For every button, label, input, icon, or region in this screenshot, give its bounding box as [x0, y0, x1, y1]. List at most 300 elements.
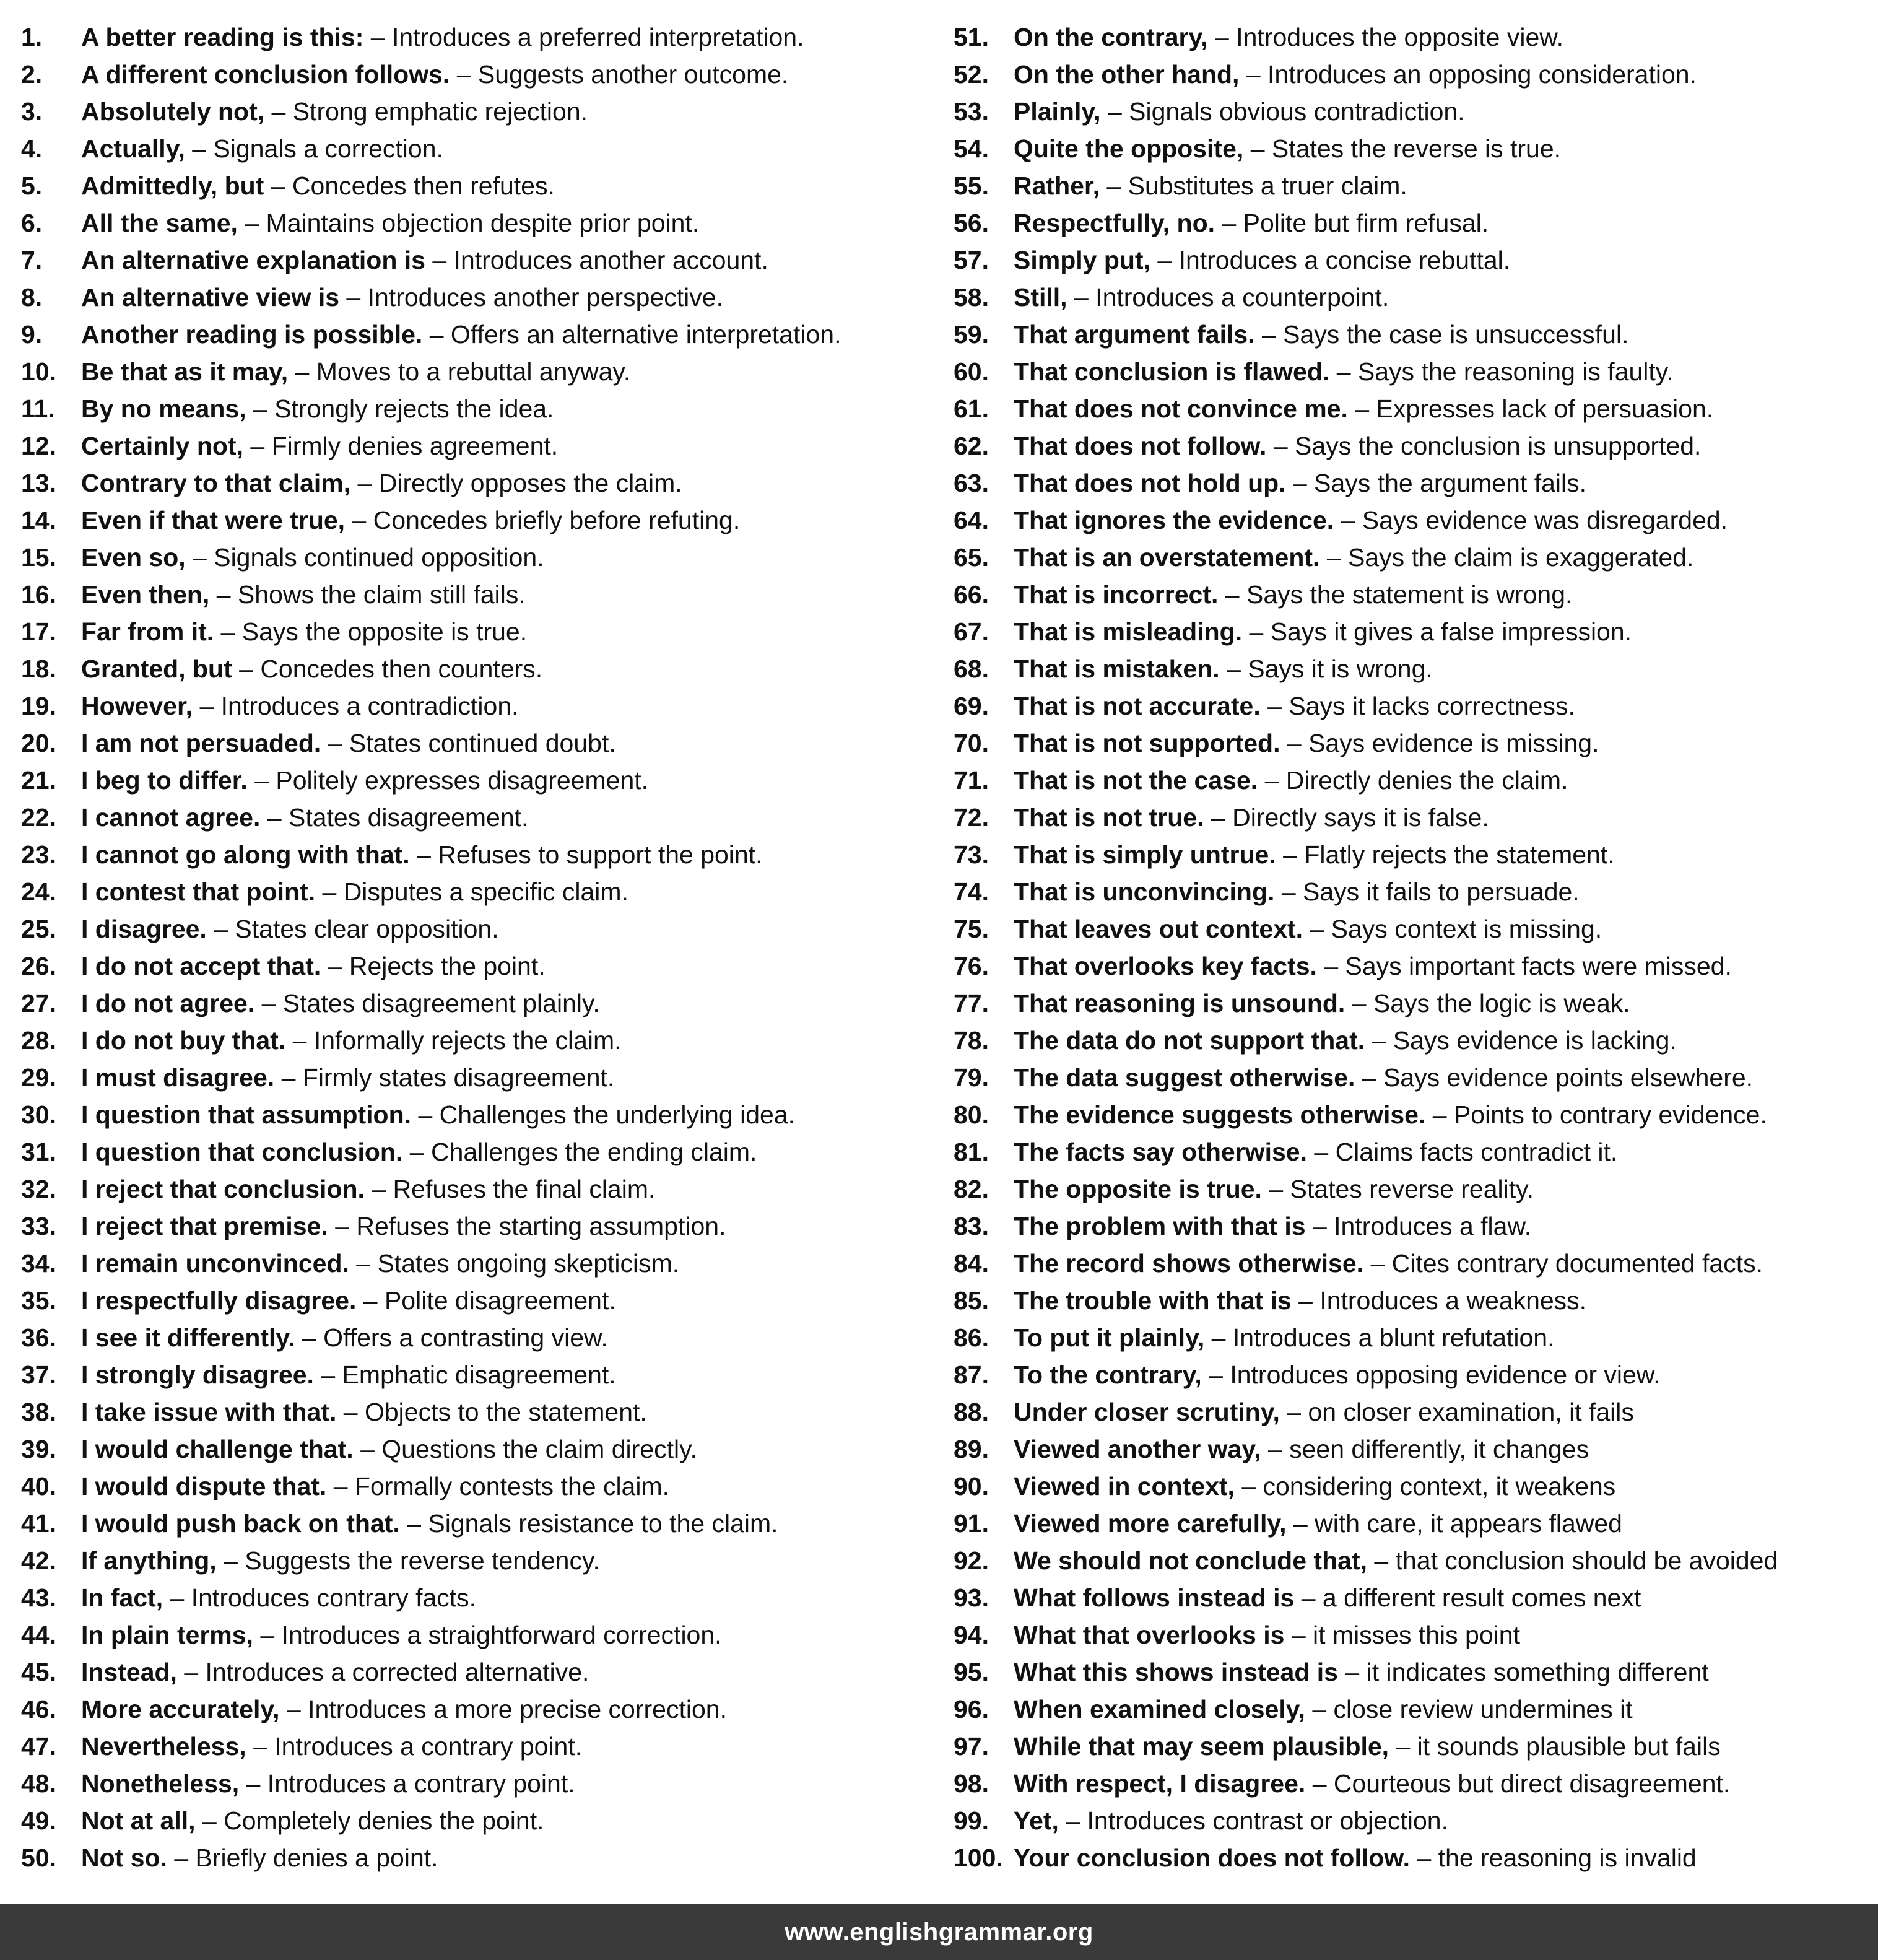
item-body — [81, 1579, 476, 1616]
item-description: – Challenges the underlying idea. — [418, 1100, 796, 1129]
item-phrase: Viewed another way, — [1014, 1435, 1261, 1463]
list-item — [954, 1765, 1878, 1802]
footer-bar — [0, 1904, 1878, 1960]
item-number: 62. — [954, 432, 989, 460]
item-number: 43. — [21, 1583, 56, 1612]
item-description: – Polite disagreement. — [363, 1286, 616, 1315]
item-phrase: I see it differently. — [81, 1323, 295, 1352]
item-description: – the reasoning is invalid — [1417, 1844, 1697, 1872]
item-description: – Says evidence points elsewhere. — [1362, 1063, 1754, 1092]
list-item — [21, 1245, 950, 1282]
item-description: – on closer examination, it fails — [1287, 1398, 1634, 1426]
list-item — [21, 353, 950, 390]
item-description: – Introduces a flaw. — [1312, 1212, 1532, 1240]
item-body — [1014, 1765, 1730, 1802]
item-number: 64. — [954, 506, 989, 534]
list-item — [21, 539, 950, 576]
item-phrase: Not so. — [81, 1844, 167, 1872]
list-item — [21, 1393, 950, 1431]
list-item — [954, 1728, 1878, 1765]
item-phrase: The facts say otherwise. — [1014, 1138, 1307, 1166]
item-number: 60. — [954, 357, 989, 386]
list-item — [954, 1542, 1878, 1579]
item-phrase: What that overlooks is — [1014, 1621, 1285, 1649]
item-phrase: Admittedly, but — [81, 172, 264, 200]
item-description: – States clear opposition. — [214, 915, 499, 943]
item-phrase: A better reading is this: — [81, 23, 364, 51]
item-body — [81, 1282, 616, 1319]
item-number: 9. — [21, 320, 43, 349]
item-body — [81, 1728, 582, 1765]
item-description: – Expresses lack of persuasion. — [1355, 394, 1714, 423]
item-number: 67. — [954, 617, 989, 646]
item-description: – Says evidence is lacking. — [1372, 1026, 1677, 1055]
item-number: 21. — [21, 766, 56, 795]
item-body — [1014, 1133, 1617, 1170]
list-item — [21, 316, 950, 353]
list-item — [21, 427, 950, 464]
list-item — [954, 1096, 1878, 1133]
item-phrase: Plainly, — [1014, 97, 1101, 126]
item-description: – Suggests the reverse tendency. — [224, 1546, 600, 1575]
item-body — [81, 204, 699, 242]
item-phrase: That is simply untrue. — [1014, 840, 1276, 869]
list-item — [21, 687, 950, 725]
item-number: 85. — [954, 1286, 989, 1315]
item-number: 69. — [954, 692, 989, 720]
item-description: – it misses this point — [1291, 1621, 1520, 1649]
item-number: 91. — [954, 1509, 989, 1538]
item-description: – Offers an alternative interpretation. — [429, 320, 841, 349]
item-phrase: Even then, — [81, 580, 210, 609]
list-item — [21, 576, 950, 613]
item-description: – Refuses the starting assumption. — [335, 1212, 726, 1240]
item-number: 10. — [21, 357, 56, 386]
item-phrase: On the other hand, — [1014, 60, 1240, 89]
item-phrase: What follows instead is — [1014, 1583, 1295, 1612]
item-body — [1014, 985, 1630, 1022]
item-description: – seen differently, it changes — [1267, 1435, 1589, 1463]
item-number: 73. — [954, 840, 989, 869]
item-phrase: The opposite is true. — [1014, 1175, 1262, 1203]
item-body — [81, 316, 841, 353]
item-phrase: The record shows otherwise. — [1014, 1249, 1364, 1278]
item-description: – Claims facts contradict it. — [1314, 1138, 1618, 1166]
item-number: 37. — [21, 1361, 56, 1389]
item-body — [1014, 56, 1697, 93]
item-phrase: Viewed in context, — [1014, 1472, 1235, 1500]
item-number: 48. — [21, 1769, 56, 1798]
item-body — [81, 427, 558, 464]
item-body — [1014, 279, 1389, 316]
item-description: – Says the logic is weak. — [1352, 989, 1630, 1017]
item-body — [81, 242, 768, 279]
list-item — [954, 502, 1878, 539]
item-description: – Questions the claim directly. — [360, 1435, 697, 1463]
item-description: – Says the reasoning is faulty. — [1336, 357, 1674, 386]
item-description: – Says it fails to persuade. — [1281, 878, 1580, 906]
list-item — [954, 427, 1878, 464]
item-body — [81, 1356, 616, 1393]
item-number: 17. — [21, 617, 56, 646]
item-description: – Flatly rejects the statement. — [1283, 840, 1615, 869]
item-phrase: Nevertheless, — [81, 1732, 246, 1761]
item-phrase: The evidence suggests otherwise. — [1014, 1100, 1426, 1129]
item-body — [1014, 650, 1433, 687]
item-body — [1014, 1282, 1586, 1319]
item-body — [1014, 93, 1465, 130]
list-item — [954, 873, 1878, 910]
item-description: – Concedes then counters. — [239, 655, 543, 683]
item-body — [81, 947, 546, 985]
item-body — [81, 1839, 438, 1876]
item-body — [81, 1393, 647, 1431]
item-phrase: That is not the case. — [1014, 766, 1258, 795]
item-number: 49. — [21, 1806, 56, 1835]
item-body — [1014, 1431, 1589, 1468]
item-phrase: However, — [81, 692, 193, 720]
item-description: – Suggests another outcome. — [456, 60, 789, 89]
item-description: – Directly denies the claim. — [1264, 766, 1568, 795]
list-item — [954, 687, 1878, 725]
item-phrase: I must disagree. — [81, 1063, 275, 1092]
item-number: 38. — [21, 1398, 56, 1426]
item-phrase: That overlooks key facts. — [1014, 952, 1317, 980]
right-column — [954, 19, 1878, 1876]
list-item — [21, 762, 950, 799]
item-description: – Says the case is unsuccessful. — [1261, 320, 1629, 349]
item-description: – Introduces opposing evidence or view. — [1209, 1361, 1661, 1389]
item-body — [1014, 1653, 1709, 1691]
list-item — [21, 1096, 950, 1133]
item-number: 19. — [21, 692, 56, 720]
item-phrase: Instead, — [81, 1658, 177, 1686]
item-number: 29. — [21, 1063, 56, 1092]
item-body — [1014, 1170, 1534, 1208]
item-body — [1014, 130, 1561, 167]
item-number: 63. — [954, 469, 989, 497]
item-body — [1014, 1579, 1641, 1616]
item-body — [81, 130, 443, 167]
item-phrase: Far from it. — [81, 617, 214, 646]
item-description: – Refuses to support the point. — [417, 840, 763, 869]
list-item — [954, 985, 1878, 1022]
list-item — [21, 799, 950, 836]
item-body — [81, 1208, 726, 1245]
item-body — [1014, 799, 1489, 836]
item-phrase: In plain terms, — [81, 1621, 253, 1649]
item-number: 8. — [21, 283, 43, 311]
list-item — [954, 242, 1878, 279]
item-body — [1014, 910, 1602, 947]
item-body — [1014, 242, 1510, 279]
list-item — [21, 1802, 950, 1839]
item-description: – Firmly states disagreement. — [281, 1063, 615, 1092]
item-description: – Completely denies the point. — [202, 1806, 544, 1835]
item-phrase: Certainly not, — [81, 432, 243, 460]
item-phrase: Actually, — [81, 134, 185, 163]
item-body — [1014, 1356, 1661, 1393]
item-number: 20. — [21, 729, 56, 757]
item-body — [81, 19, 804, 56]
item-description: – Signals a correction. — [192, 134, 443, 163]
item-description: – Shows the claim still fails. — [216, 580, 526, 609]
list-item — [954, 353, 1878, 390]
item-phrase: I question that assumption. — [81, 1100, 412, 1129]
item-number: 70. — [954, 729, 989, 757]
list-item — [954, 1208, 1878, 1245]
item-description: – States disagreement plainly. — [261, 989, 600, 1017]
item-description: – Introduces a contrary point. — [253, 1732, 583, 1761]
item-body — [81, 1616, 722, 1653]
item-description: – Polite but firm refusal. — [1222, 209, 1489, 237]
list-item — [21, 390, 950, 427]
item-description: – Says the opposite is true. — [220, 617, 528, 646]
item-body — [1014, 1468, 1615, 1505]
item-body — [1014, 502, 1728, 539]
list-item — [954, 316, 1878, 353]
item-phrase: That is not supported. — [1014, 729, 1280, 757]
item-description: – Disputes a specific claim. — [322, 878, 628, 906]
item-phrase: Rather, — [1014, 172, 1100, 200]
item-description: – Rejects the point. — [328, 952, 546, 980]
item-body — [1014, 1319, 1555, 1356]
item-phrase: With respect, I disagree. — [1014, 1769, 1306, 1798]
item-description: – Introduces an opposing consideration. — [1246, 60, 1697, 89]
item-description: – Says it is wrong. — [1227, 655, 1433, 683]
item-description: – States reverse reality. — [1269, 1175, 1534, 1203]
item-number: 11. — [21, 394, 55, 423]
list-item — [21, 56, 950, 93]
item-phrase: I do not buy that. — [81, 1026, 286, 1055]
item-description: – Says important facts were missed. — [1324, 952, 1732, 980]
item-phrase: Simply put, — [1014, 246, 1150, 274]
list-item — [21, 1170, 950, 1208]
list-item — [954, 1691, 1878, 1728]
item-phrase: Nonetheless, — [81, 1769, 240, 1798]
list-item — [21, 19, 950, 56]
item-number: 78. — [954, 1026, 989, 1055]
list-item — [954, 1356, 1878, 1393]
item-body — [81, 539, 544, 576]
item-body — [1014, 204, 1489, 242]
item-number: 47. — [21, 1732, 56, 1761]
item-body — [81, 353, 630, 390]
item-number: 1. — [21, 23, 43, 51]
item-number: 7. — [21, 246, 43, 274]
list-item — [21, 910, 950, 947]
item-number: 50. — [21, 1844, 56, 1872]
item-description: – Introduces the opposite view. — [1215, 23, 1564, 51]
item-number: 15. — [21, 543, 56, 572]
item-phrase: Yet, — [1014, 1806, 1059, 1835]
item-phrase: More accurately, — [81, 1695, 280, 1723]
item-number: 97. — [954, 1732, 989, 1761]
item-description: – Emphatic disagreement. — [321, 1361, 616, 1389]
item-number: 84. — [954, 1249, 989, 1278]
item-number: 83. — [954, 1212, 989, 1240]
item-body — [1014, 1616, 1520, 1653]
list-item — [21, 725, 950, 762]
item-phrase: That does not hold up. — [1014, 469, 1286, 497]
list-item — [954, 167, 1878, 204]
item-body — [81, 836, 763, 873]
list-item — [954, 1653, 1878, 1691]
item-number: 93. — [954, 1583, 989, 1612]
item-number: 61. — [954, 394, 989, 423]
item-phrase: I reject that conclusion. — [81, 1175, 365, 1203]
item-phrase: I would push back on that. — [81, 1509, 400, 1538]
item-body — [81, 1653, 589, 1691]
item-number: 88. — [954, 1398, 989, 1426]
item-description: – Offers a contrasting view. — [302, 1323, 608, 1352]
item-number: 36. — [21, 1323, 56, 1352]
item-number: 51. — [954, 23, 989, 51]
item-phrase: Even so, — [81, 543, 186, 572]
item-body — [1014, 836, 1615, 873]
item-body — [81, 725, 616, 762]
item-phrase: Respectfully, no. — [1014, 209, 1215, 237]
item-phrase: If anything, — [81, 1546, 217, 1575]
item-number: 3. — [21, 97, 43, 126]
item-body — [1014, 167, 1407, 204]
item-phrase: A different conclusion follows. — [81, 60, 450, 89]
item-description: – Says the conclusion is unsupported. — [1273, 432, 1702, 460]
item-body — [81, 93, 588, 130]
item-number: 32. — [21, 1175, 56, 1203]
item-number: 52. — [954, 60, 989, 89]
item-description: – States continued doubt. — [328, 729, 616, 757]
item-phrase: To put it plainly, — [1014, 1323, 1205, 1352]
item-description: – Introduces a contrary point. — [246, 1769, 575, 1798]
left-column — [21, 19, 950, 1876]
item-phrase: That ignores the evidence. — [1014, 506, 1334, 534]
item-description: – Says the statement is wrong. — [1225, 580, 1573, 609]
list-item — [21, 130, 950, 167]
item-number: 40. — [21, 1472, 56, 1500]
item-description: – Concedes briefly before refuting. — [352, 506, 741, 534]
item-phrase: I strongly disagree. — [81, 1361, 314, 1389]
item-body — [1014, 1393, 1634, 1431]
item-description: – Formally contests the claim. — [333, 1472, 670, 1500]
list-item — [954, 390, 1878, 427]
item-number: 75. — [954, 915, 989, 943]
item-number: 77. — [954, 989, 989, 1017]
item-phrase: Another reading is possible. — [81, 320, 423, 349]
item-phrase: That is mistaken. — [1014, 655, 1220, 683]
item-description: – Informally rejects the claim. — [292, 1026, 622, 1055]
item-body — [1014, 427, 1701, 464]
item-body — [81, 910, 499, 947]
item-phrase: While that may seem plausible, — [1014, 1732, 1389, 1761]
item-number: 27. — [21, 989, 56, 1017]
item-body — [81, 687, 519, 725]
item-number: 6. — [21, 209, 43, 237]
item-number: 57. — [954, 246, 989, 274]
list-item — [954, 1468, 1878, 1505]
list-item — [954, 56, 1878, 93]
item-phrase: I am not persuaded. — [81, 729, 321, 757]
list-item — [954, 1431, 1878, 1468]
item-number: 54. — [954, 134, 989, 163]
item-number: 28. — [21, 1026, 56, 1055]
list-item — [21, 1616, 950, 1653]
item-phrase: I remain unconvinced. — [81, 1249, 349, 1278]
item-phrase: I do not accept that. — [81, 952, 321, 980]
item-description: – a different result comes next — [1301, 1583, 1641, 1612]
list-item — [21, 873, 950, 910]
item-description: – Strong emphatic rejection. — [271, 97, 588, 126]
list-item — [21, 1839, 950, 1876]
item-number: 80. — [954, 1100, 989, 1129]
item-number: 33. — [21, 1212, 56, 1240]
item-body — [81, 1319, 608, 1356]
item-number: 81. — [954, 1138, 989, 1166]
list-item — [21, 1653, 950, 1691]
item-body — [81, 1170, 655, 1208]
list-item — [954, 1245, 1878, 1282]
item-number: 25. — [21, 915, 56, 943]
list-item — [954, 762, 1878, 799]
item-number: 96. — [954, 1695, 989, 1723]
item-body — [1014, 1839, 1697, 1876]
item-description: – Introduces another perspective. — [346, 283, 723, 311]
item-number: 98. — [954, 1769, 989, 1798]
item-number: 56. — [954, 209, 989, 237]
item-description: – Introduces a concise rebuttal. — [1157, 246, 1511, 274]
item-phrase: I contest that point. — [81, 878, 316, 906]
list-item — [21, 1133, 950, 1170]
item-phrase: All the same, — [81, 209, 238, 237]
item-phrase: When examined closely, — [1014, 1695, 1305, 1723]
item-phrase: Absolutely not, — [81, 97, 265, 126]
item-description: – Introduces a blunt refutation. — [1211, 1323, 1555, 1352]
item-number: 65. — [954, 543, 989, 572]
item-phrase: That does not convince me. — [1014, 394, 1348, 423]
item-body — [81, 390, 554, 427]
item-number: 13. — [21, 469, 56, 497]
item-number: 100. — [954, 1844, 1003, 1872]
list-item — [954, 130, 1878, 167]
item-body — [81, 985, 600, 1022]
list-item — [21, 1431, 950, 1468]
item-phrase: I take issue with that. — [81, 1398, 337, 1426]
item-phrase: The problem with that is — [1014, 1212, 1306, 1240]
item-phrase: By no means, — [81, 394, 246, 423]
list-item — [21, 1765, 950, 1802]
list-item — [21, 947, 950, 985]
item-description: – Signals resistance to the claim. — [407, 1509, 778, 1538]
item-phrase: I cannot agree. — [81, 803, 261, 832]
list-item — [21, 1059, 950, 1096]
item-number: 71. — [954, 766, 989, 795]
item-number: 76. — [954, 952, 989, 980]
item-phrase: I question that conclusion. — [81, 1138, 403, 1166]
item-body — [81, 464, 682, 502]
item-body — [81, 1542, 600, 1579]
item-body — [1014, 1096, 1767, 1133]
item-number: 34. — [21, 1249, 56, 1278]
item-body — [1014, 762, 1568, 799]
item-phrase: I reject that premise. — [81, 1212, 328, 1240]
list-item — [21, 613, 950, 650]
item-body — [81, 1245, 679, 1282]
list-item — [954, 204, 1878, 242]
item-number: 42. — [21, 1546, 56, 1575]
item-phrase: Your conclusion does not follow. — [1014, 1844, 1411, 1872]
item-body — [1014, 725, 1599, 762]
item-phrase: The trouble with that is — [1014, 1286, 1292, 1315]
